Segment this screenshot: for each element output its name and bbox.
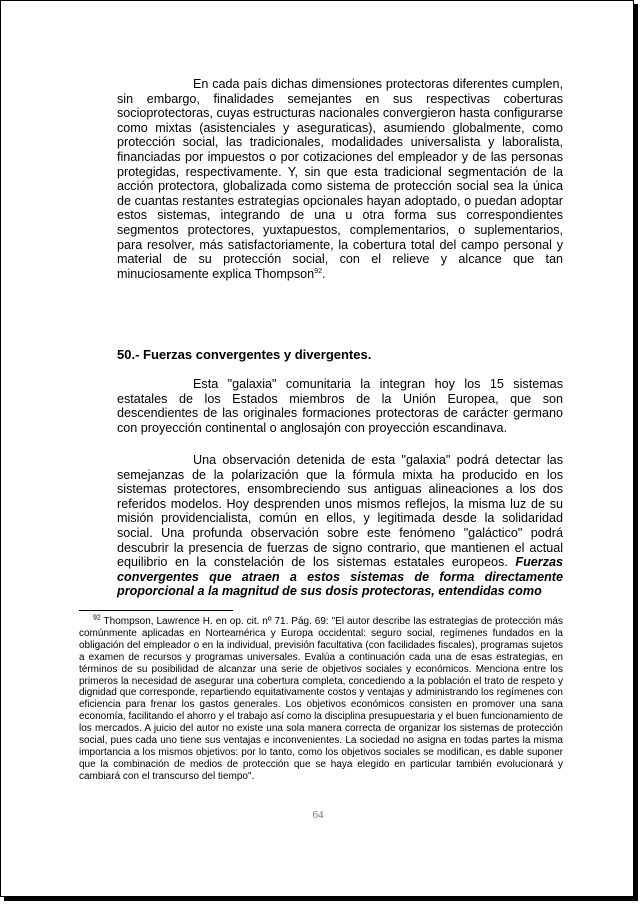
paragraph-3-emphasis: Fuerzas convergentes que atraen a estos sistemas de forma directamente proporcional a la magnitud de sus dosis protectoras, entendidas como [117,555,564,599]
paragraph-3-text: Una observación detenida de esta "galaxia" podrá detectar las semejanzas de la polarización que la fórmula mixta ha producido en los sistemas protectores, ensombreciendo sus antiguas alineaciones a los dos referidos modelos. Hoy desprenden unos mismos reflejos, la misma luz de su misión providencialista, común en ellos, y legitimada desde la solidaridad social. Una profunda observación sobre este fenómeno "galáctico" podrá descubrir la presencia de fuerzas de signo contrario, que mantienen el actual equilibrio en la constelación de los sistemas estatales europeos. [117,453,563,570]
footnote-separator [79,610,233,611]
paragraph-1-end: . [321,266,326,281]
footnote [79,616,563,783]
page-number: 64 [312,809,324,821]
page-content [117,77,564,599]
paragraph-3 [117,453,563,599]
section-heading: 50.- Fuerzas convergentes y divergentes. [117,347,372,362]
paragraph-1-text: En cada país dichas dimensiones protectoras diferentes cumplen, sin embargo, finalidades semejantes en sus respectivas coberturas socioprotectoras, cuyas estructuras nacionales convergieron hasta configurarse como mixtas (asistenciales y aseguraticas), asumiendo globalmente, como protección social, las tradicionales, modalidades universalista y laboralista, financiadas por impuestos o por cotizaciones del empleador y de las personas protegidas, respectivamente. Y, sin que esta tradicional segmentación de la acción protectora, globalizada como sistema de protección social sea la única de cuantas restantes estrategias opcionales hayan adoptado, o puedan adoptar estos sistemas, integrando de una u otra forma sus correspondientes segmentos protectores, yuxtapuestos, complementarios, o suplementarios, para resolver, más satisfactoriamente, la cobertura total del campo personal y material de su protección social, con el relieve y alcance que tan minuciosamente explica Thompson [117,77,563,281]
footnote-reference[interactable]: 92 [314,267,322,275]
paragraph-2: Esta "galaxia" comunitaria la integran hoy los 15 sistemas estatales de los Estados miembros de la Unión Europea, que son descendientes de las originales formaciones protectoras de carácter germano con proyección continental o anglosajón con proyección escandinava. [117,377,563,435]
paragraph-1 [117,77,563,281]
footnote-number: 92 [93,614,101,622]
footnote-text: Thompson, Lawrence H. en op. cit. nº 71. Pág. 69: "El autor describe las estrategias de protección más comúnmente aplicadas en Norteamérica y Europa occidental: seguro social, regímenes fundados en la obligación del empleador o en la individual, previsión facultativa (con facilidades fiscales), programas sujetos a examen de recursos y programas universales. Evalúa a continuación cada una de esas estrategias, en términos de su posibilidad de alcanzar una serie de objetivos sociales y económicos. Menciona entre los primeros la necesidad de asegurar una cobertura completa, concediendo a la población el trato de respeto y dignidad que corresponde, repartiendo equitativamente costos y ventajas y administrando los regímenes con eficiencia para frenar los gastos generales. Los objetivos económicos consisten en promover una sana economía, facilitando el ahorro y el trabajo así como la disciplina presupuestaria y el buen funcionamiento de los mercados. A juicio del autor no existe una sola manera correcta de organizar los sistemas de protección social, pues cada uno tiene sus ventajas e inconvenientes. La sociedad no asigna en todas partes la misma importancia a los mismos objetivos: por lo tanto, como los objetivos sociales se modifican, es dable suponer que la combinación de medios de protección que se haya elegido en particular también evolucionará y cambiará con el transcurso del tiempo". [79,616,563,782]
